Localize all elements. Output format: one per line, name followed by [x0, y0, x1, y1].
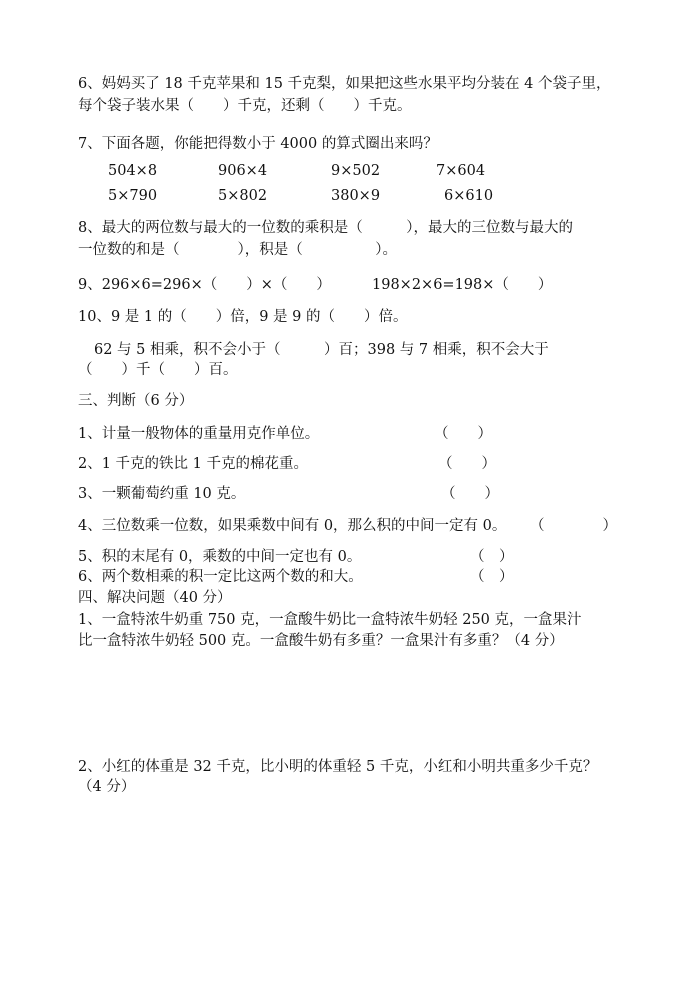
judge-item-text: 2、1 千克的铁比 1 千克的棉花重。 [78, 456, 309, 472]
problem1-line1: 1、一盒特浓牛奶重 750 克，一盒酸牛奶比一盒特浓牛奶轻 250 克，一盒果汁 [78, 612, 582, 628]
q6-line1: 6、妈妈买了 18 千克苹果和 15 千克梨，如果把这些水果平均分装在 4 个袋子里， [78, 76, 611, 92]
q7-expression: 380×9 [331, 188, 381, 204]
judge-item-blank: （ ） [530, 518, 617, 534]
q9-part1: 9、296×6=296×（ ）×（ ） [78, 277, 331, 293]
problem2-line2: （4 分） [78, 779, 136, 795]
q11-line2: （ ）千（ ）百。 [78, 362, 238, 378]
q7-expression: 5×790 [108, 188, 158, 204]
judge-item-blank: （ ） [438, 456, 496, 472]
q8-line1: 8、最大的两位数与最大的一位数的乘积是（ ），最大的三位数与最大的 [78, 220, 573, 236]
judge-item-blank: （ ） [470, 569, 514, 585]
q7-expression: 9×502 [331, 163, 381, 179]
q9-part2: 198×2×6=198×（ ） [372, 277, 553, 293]
judge-item-text: 4、三位数乘一位数，如果乘数中间有 0，那么积的中间一定有 0。 [78, 518, 507, 534]
judge-item-text: 5、积的末尾有 0，乘数的中间一定也有 0。 [78, 549, 362, 565]
judge-item-text: 1、计量一般物体的重量用克作单位。 [78, 426, 320, 442]
q7-expression: 5×802 [218, 188, 268, 204]
judge-item-blank: （ ） [441, 486, 499, 502]
q7-expression: 7×604 [436, 163, 486, 179]
q8-line2: 一位数的和是（ ），积是（ ）。 [78, 242, 397, 258]
section4-title: 四、解决问题（40 分） [78, 590, 232, 606]
problem1-line2: 比一盒特浓牛奶轻 500 克。一盒酸牛奶有多重？一盒果汁有多重？（4 分） [78, 633, 564, 649]
q6-line2: 每个袋子装水果（ ）千克，还剩（ ）千克。 [78, 98, 412, 114]
q7-expression: 504×8 [108, 163, 158, 179]
q10-line1: 10、9 是 1 的（ ）倍，9 是 9 的（ ）倍。 [78, 309, 408, 325]
judge-item-text: 3、一颗葡萄约重 10 克。 [78, 486, 246, 502]
q7-expression: 6×610 [444, 188, 494, 204]
problem2-line1: 2、小红的体重是 32 千克，比小明的体重轻 5 千克，小红和小明共重多少千克？ [78, 759, 598, 775]
q7-expression: 906×4 [218, 163, 268, 179]
judge-item-blank: （ ） [434, 426, 492, 442]
q7-title: 7、下面各题，你能把得数小于 4000 的算式圈出来吗？ [78, 136, 438, 152]
q11-line1: 62 与 5 相乘，积不会小于（ ）百；398 与 7 相乘，积不会大于 [94, 342, 549, 358]
section3-title: 三、判断（6 分） [78, 393, 194, 409]
judge-item-text: 6、两个数相乘的积一定比这两个数的和大。 [78, 569, 363, 585]
judge-item-blank: （ ） [470, 549, 514, 565]
